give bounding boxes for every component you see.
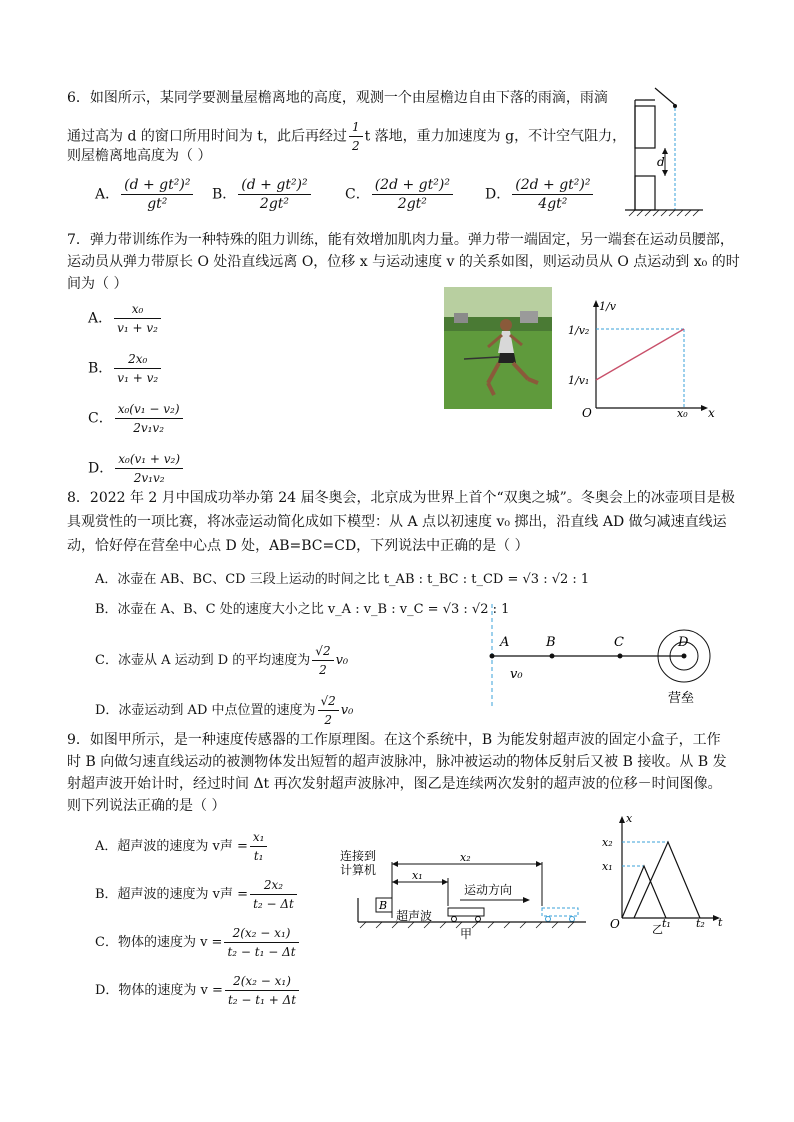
q9-figure-yi <box>598 812 728 934</box>
q9-yi-pulse-2 <box>634 842 700 918</box>
q6-option-a-num: (d + gt²)² <box>121 176 193 195</box>
q7-option-a[interactable] <box>88 300 163 337</box>
q6-option-d-num: (2d + gt²)² <box>512 176 593 195</box>
q8-curling-figure <box>484 600 734 712</box>
q8-option-c-text: C．冰壶从 A 运动到 D 的平均速度为 <box>95 653 311 668</box>
q6-option-c-label: C． <box>345 186 370 203</box>
q8-line-3: 动，恰好停在营垒中心点 D 处，AB=BC=CD，下列说法中正确的是（ ） <box>67 538 529 554</box>
q9-yi-x1-label: x₁ <box>602 860 613 873</box>
q7-option-b-den: v₁ + v₂ <box>117 371 159 385</box>
q7-line-1: 7．弹力带训练作为一种特殊的阻力训练，能有效增加肌肉力量。弹力带一端固定，另一端套在运动员腰部， <box>67 232 734 248</box>
q9-option-a-label: A．超声波的速度为 v声 = <box>95 839 248 854</box>
q9-option-d-label: D．物体的速度为 v = <box>95 983 223 998</box>
q6-option-a-frac <box>121 176 193 213</box>
athlete-head-icon <box>500 319 512 331</box>
q8-label-c: C <box>614 635 624 650</box>
q9-option-c-den: t₂ − t₁ − Δt <box>227 945 296 959</box>
q9-option-a-num: x₁ <box>250 828 268 847</box>
q8-option-d-frac <box>318 692 339 729</box>
q7-x-label: x <box>708 406 715 418</box>
q7-option-a-num: x₀ <box>114 300 161 319</box>
q7-option-c-num: x₀(v₁ − v₂) <box>115 400 183 419</box>
q8-point-b <box>550 654 555 659</box>
q6-arrow-down <box>662 170 668 176</box>
q8-option-c-den: 2 <box>319 663 327 677</box>
q8-option-d-num: √2 <box>318 692 339 711</box>
q9-connect-2: 计算机 <box>340 863 377 877</box>
q6-option-c[interactable] <box>345 176 455 213</box>
q9-option-b[interactable] <box>95 876 299 913</box>
q7-option-b-frac <box>114 350 161 387</box>
q8-point-d <box>682 654 687 659</box>
q9-yi-x2-label: x₂ <box>602 836 613 849</box>
q7-origin-label: O <box>582 406 592 418</box>
q9-option-c[interactable] <box>95 924 301 961</box>
q7-y-label: 1/v <box>599 300 616 313</box>
q7-line-plot <box>596 329 684 380</box>
q9-line-4: 则下列说法正确的是（ ） <box>67 798 226 814</box>
q9-option-c-label: C．物体的速度为 v = <box>95 935 223 950</box>
q7-y1-label: 1/v₁ <box>568 374 590 387</box>
q9-caption-yi: 乙 <box>652 923 663 934</box>
q9-caption-jia: 甲 <box>460 927 473 940</box>
q8-point-c <box>618 654 623 659</box>
q7-line-2: 运动员从弹力带原长 O 处沿直线远离 O，位移 x 与运动速度 v 的关系如图，则运动员从 O 点运动到 x₀ 的时 <box>67 254 740 270</box>
q7-option-d-label: D． <box>88 460 114 477</box>
q8-option-c[interactable] <box>95 642 348 679</box>
q9-option-a-frac <box>250 828 268 865</box>
q6-line-2a: 通过高为 d 的窗口所用时间为 t，此后再经过 <box>67 128 347 145</box>
q9-option-b-den: t₂ − Δt <box>253 897 294 911</box>
q9-option-c-frac <box>224 924 298 961</box>
q8-option-d-den: 2 <box>324 713 332 727</box>
q9-direction-label: 运动方向 <box>464 883 513 897</box>
q7-athlete-photo <box>444 287 552 409</box>
q9-box-b-label: B <box>379 899 388 912</box>
q6-half-fraction <box>349 118 363 155</box>
q8-option-b[interactable]: B．冰壶在 A、B、C 处的速度大小之比 v_A : v_B : v_C = √3 : √2 : 1 <box>95 602 510 617</box>
q6-eave-line <box>655 88 675 105</box>
q9-option-d[interactable] <box>95 972 301 1009</box>
q7-option-c-frac <box>115 400 183 437</box>
q9-yi-t1-label: t₁ <box>662 917 671 930</box>
q8-option-c-frac <box>312 642 333 679</box>
q9-x1-label: x₁ <box>412 869 423 882</box>
q9-object-1 <box>448 908 484 916</box>
q8-line-1: 8．2022 年 2 月中国成功举办第 24 届冬奥会，北京成为世界上首个“双奥之城”。冬奥会上的冰壶项目是极 <box>67 490 735 506</box>
q8-option-d-text: D．冰壶运动到 AD 中点位置的速度为 <box>95 703 316 718</box>
q7-option-d[interactable] <box>88 450 185 487</box>
q6-arrow-up <box>662 148 668 154</box>
q9-line-3: 射超声波开始计时，经过时间 Δt 再次发射超声波脉冲，图乙是连续两次发射的超声波的位移－时间图像。 <box>67 776 722 792</box>
q9-option-b-label: B．超声波的速度为 v声 = <box>95 887 249 902</box>
q8-option-a[interactable]: A．冰壶在 AB、BC、CD 三段上运动的时间之比 t_AB : t_BC : t_CD = √3 : √2 : 1 <box>95 572 590 587</box>
q7-line-3: 间为（ ） <box>67 276 128 292</box>
q6-house-figure <box>625 80 705 220</box>
q6-line-1: 6．如图所示，某同学要测量屋檐离地的高度，观测一个由屋檐边自由下落的雨滴，雨滴 <box>67 90 608 106</box>
q9-yi-pulse-1 <box>622 866 666 918</box>
q9-yi-origin: O <box>610 917 620 931</box>
q7-option-c-label: C． <box>88 410 113 427</box>
q6-option-c-num: (2d + gt²)² <box>372 176 453 195</box>
q8-label-a: A <box>500 635 510 650</box>
q6-option-a-label: A． <box>95 186 120 203</box>
q6-option-d-label: D． <box>485 186 511 203</box>
q8-option-c-num: √2 <box>312 642 333 661</box>
q8-caption: 营垒 <box>668 691 695 706</box>
q6-option-b-frac <box>238 176 310 213</box>
q8-label-d: D <box>678 635 689 650</box>
q6-line-2b: t 落地，重力加速度为 g，不计空气阻力， <box>364 128 627 145</box>
q9-option-a[interactable] <box>95 828 269 865</box>
q7-option-b[interactable] <box>88 350 163 387</box>
q8-point-a <box>490 654 495 659</box>
q9-option-d-den: t₂ − t₁ + Δt <box>227 993 297 1007</box>
q6-half-den: 2 <box>351 139 360 153</box>
q9-option-c-num: 2(x₂ − x₁) <box>224 924 298 943</box>
q9-option-b-frac <box>250 876 297 913</box>
q7-option-d-num: x₀(v₁ + v₂) <box>115 450 183 469</box>
q6-raindrop <box>673 104 677 108</box>
q9-object-2 <box>542 908 578 916</box>
q7-option-a-label: A． <box>88 310 113 327</box>
q6-d-label: d <box>657 155 665 169</box>
q7-option-d-den: 2v₁v₂ <box>133 471 165 485</box>
q6-option-d-den: 4gt² <box>538 196 568 212</box>
q9-line-2: 时 B 向做匀速直线运动的被测物体发出短暂的超声波脉冲，脉冲被运动的物体反射后又被 B 接收。从 B 发 <box>67 754 727 770</box>
q6-half-num: 1 <box>349 118 363 137</box>
q6-option-d-frac <box>512 176 593 213</box>
q8-option-d-tail: v₀ <box>340 703 354 718</box>
q6-line-3: 则屋檐离地高度为（ ） <box>67 148 212 164</box>
q7-option-c[interactable] <box>88 400 185 437</box>
q6-wall-lower <box>635 176 655 210</box>
q9-x2-label: x₂ <box>460 851 471 864</box>
q6-option-d[interactable] <box>485 176 595 213</box>
q6-option-b-den: 2gt² <box>259 196 290 212</box>
q9-wave-label: 超声波 <box>396 909 433 923</box>
q7-option-a-den: v₁ + v₂ <box>117 321 158 335</box>
q6-option-b-label: B． <box>212 186 237 203</box>
q9-yi-x-label: x <box>626 812 633 825</box>
q9-option-b-num: 2x₂ <box>250 876 297 895</box>
q9-yi-t2-label: t₂ <box>696 917 705 930</box>
q6-option-b[interactable] <box>212 176 313 213</box>
q7-graph <box>566 296 726 418</box>
q8-option-d[interactable] <box>95 692 353 729</box>
q6-option-a-den: gt² <box>147 196 168 212</box>
q8-option-c-tail: v₀ <box>335 653 349 668</box>
q8-label-b: B <box>546 635 556 650</box>
q9-option-a-den: t₁ <box>253 849 264 863</box>
q9-yi-t-label: t <box>718 916 723 929</box>
q6-ground-hatch <box>629 210 699 216</box>
q8-line-2: 具观赏性的一项比赛，将冰壶运动简化成如下模型：从 A 点以初速度 v₀ 掷出，沿直线 AD 做匀减速直线运 <box>67 514 727 530</box>
q6-wall-upper <box>635 106 655 148</box>
q6-option-b-num: (d + gt²)² <box>238 176 310 195</box>
q7-x0-label: x₀ <box>677 407 688 418</box>
q9-option-d-frac <box>225 972 299 1009</box>
q9-figure-jia <box>336 848 588 940</box>
q7-option-c-den: 2v₁v₂ <box>133 421 165 435</box>
q7-option-b-label: B． <box>88 360 113 377</box>
q7-y2-label: 1/v₂ <box>568 324 590 337</box>
q6-option-a[interactable] <box>95 176 195 213</box>
q7-option-d-frac <box>115 450 183 487</box>
q6-option-c-frac <box>372 176 453 213</box>
q7-option-b-num: 2x₀ <box>114 350 161 369</box>
q6-option-c-den: 2gt² <box>397 196 427 212</box>
q7-option-a-frac <box>114 300 161 337</box>
q9-option-d-num: 2(x₂ − x₁) <box>225 972 299 991</box>
q9-connect-1: 连接到 <box>340 849 377 863</box>
q9-line-1: 9．如图甲所示，是一种速度传感器的工作原理图。在这个系统中，B 为能发射超声波的固定小盒子，工作 <box>67 732 721 748</box>
q8-label-v0: v₀ <box>510 667 523 682</box>
